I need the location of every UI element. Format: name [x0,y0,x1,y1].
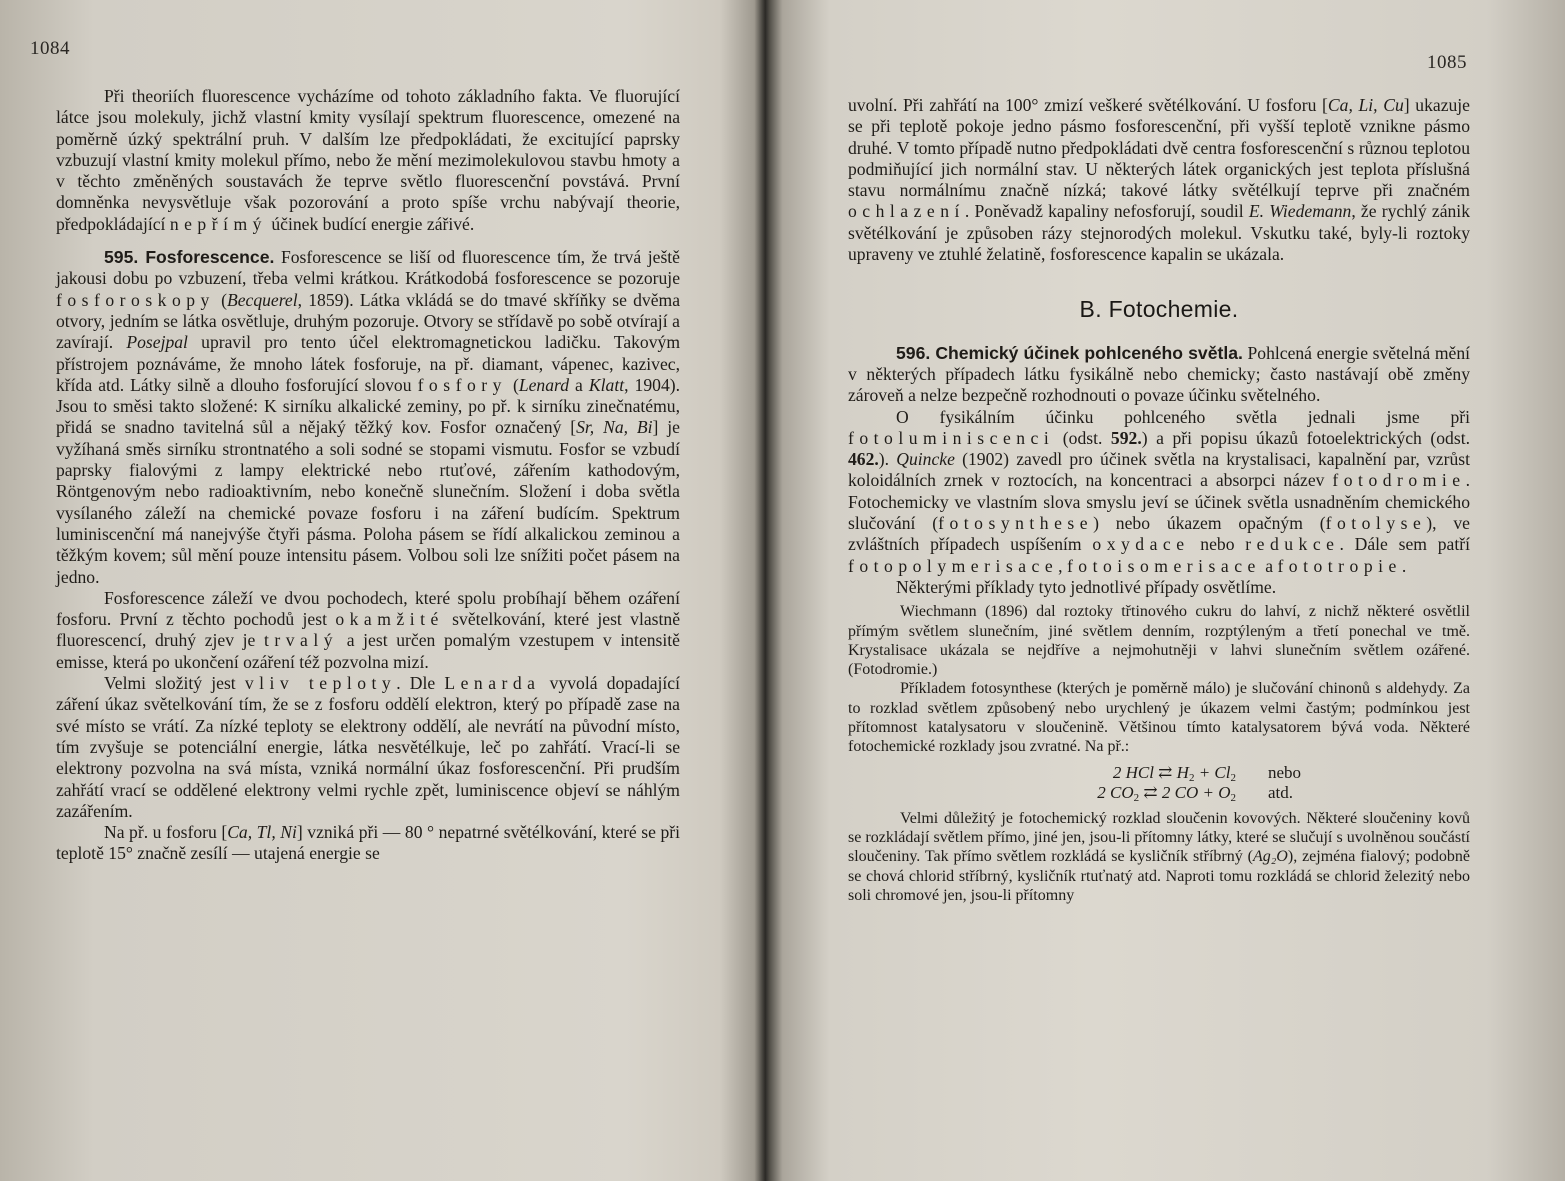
paragraph-continuation: uvolní. Při zahřátí na 100° zmizí veškeré světélkování. U fosforu [Ca, Li, Cu] ukazuje se při teplotě pokoje jedno pásmo fosforescenční, při vyšší teplotě vznikne pásmo druhé. V tomto případě nutno předpokládati dvě centra fosforescenční s různou teplotou podmiňující jich normální stav. U některých látek organických jest teplota příslušná stavu normálnímu značně nízká; takové látky světélkují teprve při značném ochlazení. Poněvadž kapaliny nefosforují, soudil E. Wiedemann, že rychlý zánik světélkování je způsoben rázy stejnorodých molekul. Vskutku také, byly-li roztoky upraveny ve ztuhlé želatině, fosforescence kapalin se ukázala. [848,95,1470,265]
left-page [0,0,760,1181]
paragraph-temperature-influence: Velmi složitý jest vliv teploty. Dle Lenarda vyvolá dopadající záření úkaz světelkování tím, že se z fosforu oddělí elektron, který po případě zase na své místo se vrátí. Za nízké teploty se elektrony oddělí, ale nevrátí na původní místo, tím zvyšuje se potenciální energie, látka nesvětélkuje, leč po zahřátí. Vrací-li se elektrony pozvolna na svá místa, vzniká normální úkaz fosforescenční. Při prudším zahřátí vrací se oddělené elektrony velmi rychle zpět, luminiscence objeví se náhlým zazářením. [56,673,680,821]
paragraph-phosphorescence-processes: Fosforescence záleží ve dvou pochodech, které spolu probíhají během ozáření fosforu. První z těchto pochodů jest okamžité světelkování, které jest vlastně fluorescencí, druhý zjev je trvalý a jest určen pomalým vzestupem v intensitě emisse, která po ukončení ozáření též pozvolna mizí. [56,587,680,672]
paragraph-physical-effect: O fysikálním účinku pohlceného světla jednali jsme při fotoluminiscenci (odst. 592.) a při popisu úkazů fotoelektrických (odst. 462.). Quincke (1902) zavedl pro účinek světla na krystalisaci, kapalnění par, vzrůst koloidálních zrnek v roztocích, na koncentraci a absorpci název fotodromie. Fotochemicky ve vlastním slova smyslu jeví se účinek světla usnadněním chemického slučování (fotosynthese) nebo úkazem opačným (fotolyse), ve zvláštních případech uspíšením oxydace nebo redukce. Dále sem patří fotopolymerisace, fotoisomerisace a fototropie. [848,406,1470,576]
paragraph-metal-compounds: Velmi důležitý je fotochemický rozklad sloučenin kovových. Některé sloučeniny kovů se rozkládají světlem přímo, jiné jen, jsou-li přítomny látky, které se slučují s uvolněnou součástí sloučeniny. Tak přímo světlem rozkládá se kysličník stříbrný (Ag₂O), zejména fialový; podobně se chová chlorid stříbrný, kysličník rtuťnatý atd. Naproti tomu rozkládá se chlorid železitý nebo soli chromové jen, jsou-li přítomny [848,809,1470,904]
paragraph-fluorescence-theory: Při theoriích fluorescence vycházíme od tohoto základního fakta. Ve fluorující látce jsou molekuly, jichž vlastní kmity vysílají spektrum fluorescence, omezené na poměrně úzký spektrální pruh. V dalším lze předpokládati, že excitující paprsky vzbuzují vlastní kmity molekul přímo, nebo že mění mezimolekulovou stavbu hmoty a v těchto změněných soustavách že teprve světlo fluorescenční povstává. První domněnka nevysvětluje však pozorování a proto spíše vrchu nabývají theorie, předpokládající nepřímý účinek budící energie zářivé. [56,86,680,234]
section-596-heading: 596. Chemický účinek pohlceného světla. [896,342,1243,363]
section-595-heading: 595. Fosforescence. [104,247,275,268]
chapter-heading: B. Fotochemie. [1079,296,1239,323]
page-number-left: 1084 [30,38,70,59]
left-text-block [56,86,680,865]
paragraph-example-ca-tl-ni: Na př. u fosforu [Ca, Tl, Ni] vzniká při — 80 ° nepatrné světélkování, které se při teplotě 15° značně zesílí — utajená energie se [56,822,681,864]
equation-hcl: 2 HCl ⇄ $H_2 + Cl_2$ nebo [1112,762,1302,784]
paragraph-photosynthesis: Příkladem fotosynthese (kterých je poměrně málo) je slučování chinonů s aldehydy. Za to rozklad světlem způsobený nebo urychlený je úkazem velmi častým; podmínkou jest přítomnost katalysatoru v sloučenině. Většinou tímto katalysatorem bývá voda. Některé fotochemické rozklady jsou zvratné. Na př.: [848,680,1470,756]
right-page [775,0,1565,1181]
page-number-right: 1085 [1427,52,1467,73]
equations [848,763,1470,803]
equation-co2: 2 $CO_2$ ⇄ 2 CO + $O_2$ atd. [1097,782,1294,804]
section-596: 596. Chemický účinek pohlceného světla. Pohlcená energie světelná mění v některých případech látku fysikálně nebo chemicky; často nastávají obě změny zároveň a nelze bezpečně rozhodnouti o povaze účinku světelného. [848,342,1471,406]
paragraph-examples-intro: Některými příklady tyto jednotlivé případy osvětlíme. [896,576,1277,597]
paragraph-wiechmann: Wiechmann (1896) dal roztoky třtinového cukru do lahví, z nichž některé osvětlil přímým světlem slunečním, jiné světlem denním, rozptýleným a třetí ponechal ve tmě. Krystalisace ukázala se nejdříve a nejmohutněji v lahvi slunečním světlem ozářené. (Fotodromie.) [848,603,1470,679]
right-text-block [848,95,1470,905]
section-595: 595. Fosforescence. Fosforescence se liší od fluorescence tím, že trvá ještě jakousi dobu po vzbuzení, třeba velmi krátkou. Krátkodobá fosforescence se pozoruje fosforoskopy (Becquerel, 1859). Látka vkládá se do tmavé skříňky se dvěma otvory, jedním se látka osvětluje, druhým pozoruje. Otvory se střídavě po sobě otvírají a zavírají. Posejpal upravil pro tento účel elektromagnetickou ladičku. Takovým přístrojem poznáváme, že mnoho látek fosforuje, na př. diamant, vápenec, kazivec, křída atd. Látky silně a dlouho fosforující slovou fosfory (Lenard a Klatt, 1904). Jsou to směsi takto složené: K sirníku alkalické zeminy, po př. k sirníku zinečnatému, přidá se snadno tavitelná sůl a nějaký těžký kov. Fosfor označený [Sr, Na, Bi] je vyžíhaná směs sirníku strontnatého a soli sodné se stopami vismutu. Fosfor se vzbudí paprsky fialovými z lampy elektrické nebo rtuťové, zářením kathodovým, Röntgenovým nebo radioaktivním, nebo konečně slunečním. Složení i doba světla vysílaného záleží na chemické povaze fosforu i na záření budícím. Spektrum luminiscenční má nanejvýše čtyři pásma. Poloha pásem se řídí alkalickou zeminou a těžkým kovem; sůl mění pouze intensitu pásem. Volbou soli lze snížiti počet pásem na jedno. [56,247,681,587]
